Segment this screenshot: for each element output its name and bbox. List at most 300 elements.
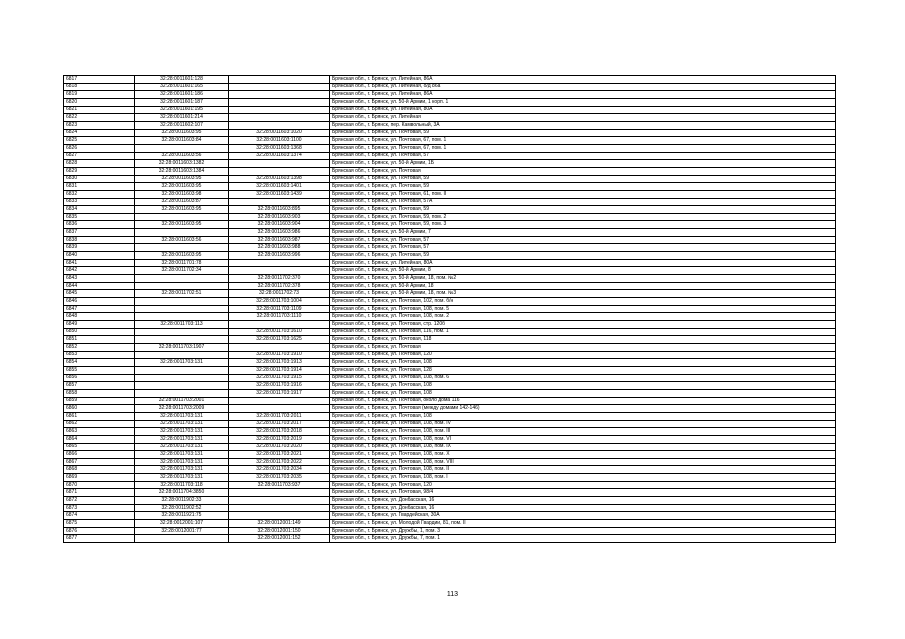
object-cadastral-number-cell: 32:28:0011702:73 bbox=[229, 290, 330, 298]
object-cadastral-number-cell: 32:28:0011703:1109 bbox=[229, 305, 330, 313]
address-cell: Брянская обл., г. Брянск, ул. Почтовая, 116, пом. 1 bbox=[330, 328, 836, 336]
object-cadastral-number-cell bbox=[229, 267, 330, 275]
row-number-cell: 6844 bbox=[64, 282, 135, 290]
register-table bbox=[63, 75, 836, 543]
land-cadastral-number-cell: 32:28:0011703:131 bbox=[135, 412, 229, 420]
land-cadastral-number-cell bbox=[135, 374, 229, 382]
land-cadastral-number-cell: 32:28:0011603:98 bbox=[135, 190, 229, 198]
table-row bbox=[64, 229, 836, 237]
object-cadastral-number-cell: 32:28:0011603:987 bbox=[229, 236, 330, 244]
row-number-cell: 6873 bbox=[64, 504, 135, 512]
address-cell: Брянская обл., г. Брянск, ул. Почтовая, 102, пом. б/н bbox=[330, 298, 836, 306]
land-cadastral-number-cell: 32:28:0011703:131 bbox=[135, 428, 229, 436]
address-cell: Брянская обл., г. Брянск, ул. Почтовая, 108, пом. VI bbox=[330, 435, 836, 443]
land-cadastral-number-cell bbox=[135, 144, 229, 152]
table-row bbox=[64, 321, 836, 329]
address-cell: Брянская обл., г. Брянск, ул. Почтовая, 108 bbox=[330, 412, 836, 420]
land-cadastral-number-cell: 32:28:0011921:75 bbox=[135, 512, 229, 520]
object-cadastral-number-cell: 32:28:0012001:149 bbox=[229, 520, 330, 528]
address-cell: Брянская обл., г. Брянск, ул. Почтовая, 59, пом. 2 bbox=[330, 213, 836, 221]
table-row bbox=[64, 76, 836, 84]
row-number-cell: 6877 bbox=[64, 535, 135, 543]
table-row bbox=[64, 481, 836, 489]
object-cadastral-number-cell bbox=[229, 497, 330, 505]
table-row bbox=[64, 474, 836, 482]
land-cadastral-number-cell: 32:28:0011902:52 bbox=[135, 504, 229, 512]
land-cadastral-number-cell: 32:28:0011601:187 bbox=[135, 98, 229, 106]
table-row bbox=[64, 497, 836, 505]
address-cell: Брянская обл., г. Брянск, ул. Почтовая, 108, пом. I bbox=[330, 474, 836, 482]
table-row bbox=[64, 175, 836, 183]
object-cadastral-number-cell: 32:28:0011703:2020 bbox=[229, 443, 330, 451]
land-cadastral-number-cell: 32:28:0011601:165 bbox=[135, 83, 229, 91]
object-cadastral-number-cell: 32:28:0011603:1368 bbox=[229, 144, 330, 152]
row-number-cell: 6876 bbox=[64, 527, 135, 535]
row-number-cell: 6872 bbox=[64, 497, 135, 505]
land-cadastral-number-cell: 32:28:0011603:95 bbox=[135, 221, 229, 229]
object-cadastral-number-cell bbox=[229, 91, 330, 99]
land-cadastral-number-cell: 32:28:0011603:56 bbox=[135, 236, 229, 244]
land-cadastral-number-cell: 32:28:0011703:2009 bbox=[135, 405, 229, 413]
object-cadastral-number-cell: 32:28:0011703:1917 bbox=[229, 389, 330, 397]
address-cell: Брянская обл., г. Брянск, ул. 50-й Армии, 18, пом. №3 bbox=[330, 290, 836, 298]
object-cadastral-number-cell bbox=[229, 259, 330, 267]
land-cadastral-number-cell bbox=[135, 328, 229, 336]
register-table-body bbox=[64, 76, 836, 543]
table-row bbox=[64, 520, 836, 528]
row-number-cell: 6818 bbox=[64, 83, 135, 91]
address-cell: Брянская обл., г. Брянск, ул. Литейная, 86А bbox=[330, 76, 836, 84]
row-number-cell: 6831 bbox=[64, 183, 135, 191]
address-cell: Брянская обл., г. Брянск, ул. Почтовая, 67, пом. 1 bbox=[330, 137, 836, 145]
table-row bbox=[64, 489, 836, 497]
land-cadastral-number-cell: 32:28:0011703:131 bbox=[135, 458, 229, 466]
address-cell: Брянская обл., г. Брянск, ул. Литейная, 80А bbox=[330, 106, 836, 114]
object-cadastral-number-cell: 32:28:0011702:370 bbox=[229, 275, 330, 283]
table-row bbox=[64, 466, 836, 474]
object-cadastral-number-cell: 32:28:0011603:996 bbox=[229, 252, 330, 260]
object-cadastral-number-cell bbox=[229, 160, 330, 168]
address-cell: Брянская обл., г. Брянск, ул. Почтовая, 108, пом. 6 bbox=[330, 374, 836, 382]
table-row bbox=[64, 236, 836, 244]
land-cadastral-number-cell: 32:28:0011703:131 bbox=[135, 443, 229, 451]
object-cadastral-number-cell bbox=[229, 321, 330, 329]
table-row bbox=[64, 374, 836, 382]
address-cell: Брянская обл., г. Брянск, пер. Камвольный, 3А bbox=[330, 121, 836, 129]
row-number-cell: 6842 bbox=[64, 267, 135, 275]
address-cell: Брянская обл., г. Брянск, ул. 50-й Армии, 18, пом. №2 bbox=[330, 275, 836, 283]
land-cadastral-number-cell: 32:28:0011703:131 bbox=[135, 435, 229, 443]
object-cadastral-number-cell: 32:28:0011603:903 bbox=[229, 213, 330, 221]
row-number-cell: 6830 bbox=[64, 175, 135, 183]
table-row bbox=[64, 451, 836, 459]
object-cadastral-number-cell bbox=[229, 343, 330, 351]
address-cell: Брянская обл., г. Брянск, ул. Почтовая, 108 bbox=[330, 359, 836, 367]
object-cadastral-number-cell bbox=[229, 76, 330, 84]
land-cadastral-number-cell: 32:28:0011603:95 bbox=[135, 206, 229, 214]
address-cell: Брянская обл., г. Брянск, ул. Почтовая, 59 bbox=[330, 252, 836, 260]
table-row bbox=[64, 305, 836, 313]
row-number-cell: 6850 bbox=[64, 328, 135, 336]
land-cadastral-number-cell: 32:28:0011702:34 bbox=[135, 267, 229, 275]
address-cell: Брянская обл., г. Брянск, ул. Литейная, о/д 86а bbox=[330, 83, 836, 91]
table-row bbox=[64, 91, 836, 99]
table-row bbox=[64, 405, 836, 413]
object-cadastral-number-cell: 32:28:0011703:1915 bbox=[229, 374, 330, 382]
object-cadastral-number-cell bbox=[229, 512, 330, 520]
table-row bbox=[64, 83, 836, 91]
address-cell: Брянская обл., г. Брянск, ул. Почтовая, 67, пом. 1 bbox=[330, 144, 836, 152]
land-cadastral-number-cell bbox=[135, 282, 229, 290]
table-row bbox=[64, 275, 836, 283]
land-cadastral-number-cell: 32:28:0011603:84 bbox=[135, 137, 229, 145]
table-row bbox=[64, 252, 836, 260]
table-row bbox=[64, 527, 836, 535]
address-cell: Брянская обл., г. Брянск, ул. Почтовая bbox=[330, 343, 836, 351]
address-cell: Брянская обл., г. Брянск, ул. Молодой Гвардии, 81, пом. II bbox=[330, 520, 836, 528]
land-cadastral-number-cell: 32:28:0011601:195 bbox=[135, 106, 229, 114]
object-cadastral-number-cell: 32:28:0011603:1401 bbox=[229, 183, 330, 191]
object-cadastral-number-cell bbox=[229, 114, 330, 122]
object-cadastral-number-cell: 32:28:0011603:988 bbox=[229, 244, 330, 252]
object-cadastral-number-cell: 32:28:0012001:150 bbox=[229, 527, 330, 535]
address-cell: Брянская обл., г. Брянск, ул. Почтовая, 108, пом. VIII bbox=[330, 458, 836, 466]
address-cell: Брянская обл., г. Брянск, ул. Почтовая, 57А bbox=[330, 198, 836, 206]
row-number-cell: 6845 bbox=[64, 290, 135, 298]
address-cell: Брянская обл., г. Брянск, ул. Почтовая, 59 bbox=[330, 183, 836, 191]
row-number-cell: 6858 bbox=[64, 389, 135, 397]
object-cadastral-number-cell: 32:28:0011603:895 bbox=[229, 206, 330, 214]
land-cadastral-number-cell: 32:28:0011603:95 bbox=[135, 129, 229, 137]
land-cadastral-number-cell: 32:28:0011603:1384 bbox=[135, 167, 229, 175]
row-number-cell: 6874 bbox=[64, 512, 135, 520]
row-number-cell: 6834 bbox=[64, 206, 135, 214]
table-row bbox=[64, 336, 836, 344]
row-number-cell: 6836 bbox=[64, 221, 135, 229]
object-cadastral-number-cell bbox=[229, 121, 330, 129]
land-cadastral-number-cell bbox=[135, 336, 229, 344]
land-cadastral-number-cell bbox=[135, 389, 229, 397]
table-row bbox=[64, 183, 836, 191]
row-number-cell: 6862 bbox=[64, 420, 135, 428]
table-row bbox=[64, 114, 836, 122]
table-row bbox=[64, 137, 836, 145]
address-cell: Брянская обл., г. Брянск, ул. 50-й Армии, 1Б bbox=[330, 160, 836, 168]
land-cadastral-number-cell: 32:28:0011603:87 bbox=[135, 198, 229, 206]
table-row bbox=[64, 382, 836, 390]
row-number-cell: 6869 bbox=[64, 474, 135, 482]
table-row bbox=[64, 298, 836, 306]
address-cell: Брянская обл., г. Брянск, ул. Литейная bbox=[330, 114, 836, 122]
object-cadastral-number-cell: 32:28:0011703:2011 bbox=[229, 412, 330, 420]
address-cell: Брянская обл., г. Брянск, ул. Почтовая, 108, пом. IV bbox=[330, 420, 836, 428]
row-number-cell: 6833 bbox=[64, 198, 135, 206]
table-row bbox=[64, 206, 836, 214]
address-cell: Брянская обл., г. Брянск, ул. Почтовая, 108, пом. 5 bbox=[330, 305, 836, 313]
land-cadastral-number-cell: 32:28:0011603:95 bbox=[135, 252, 229, 260]
row-number-cell: 6827 bbox=[64, 152, 135, 160]
address-cell: Брянская обл., г. Брянск, ул. Почтовая, около дома 116 bbox=[330, 397, 836, 405]
row-number-cell: 6826 bbox=[64, 144, 135, 152]
object-cadastral-number-cell: 32:28:0011703:1913 bbox=[229, 359, 330, 367]
object-cadastral-number-cell: 32:28:0011702:378 bbox=[229, 282, 330, 290]
row-number-cell: 6828 bbox=[64, 160, 135, 168]
table-row bbox=[64, 428, 836, 436]
table-row bbox=[64, 144, 836, 152]
object-cadastral-number-cell bbox=[229, 489, 330, 497]
row-number-cell: 6835 bbox=[64, 213, 135, 221]
table-row bbox=[64, 397, 836, 405]
object-cadastral-number-cell: 32:28:0011703:1916 bbox=[229, 382, 330, 390]
row-number-cell: 6848 bbox=[64, 313, 135, 321]
row-number-cell: 6846 bbox=[64, 298, 135, 306]
land-cadastral-number-cell: 32:28:0011601:128 bbox=[135, 76, 229, 84]
object-cadastral-number-cell: 32:28:0011703:2018 bbox=[229, 428, 330, 436]
table-row bbox=[64, 129, 836, 137]
row-number-cell: 6853 bbox=[64, 351, 135, 359]
land-cadastral-number-cell: 32:28:0011703:2001 bbox=[135, 397, 229, 405]
land-cadastral-number-cell: 32:28:0011601:186 bbox=[135, 91, 229, 99]
row-number-cell: 6851 bbox=[64, 336, 135, 344]
land-cadastral-number-cell: 32:28:0011603:1382 bbox=[135, 160, 229, 168]
row-number-cell: 6822 bbox=[64, 114, 135, 122]
table-row bbox=[64, 221, 836, 229]
object-cadastral-number-cell: 32:28:0011703:2021 bbox=[229, 451, 330, 459]
row-number-cell: 6856 bbox=[64, 374, 135, 382]
address-cell: Брянская обл., г. Брянск, ул. Почтовая, 59 bbox=[330, 175, 836, 183]
table-row bbox=[64, 160, 836, 168]
row-number-cell: 6849 bbox=[64, 321, 135, 329]
object-cadastral-number-cell: 32:28:0011703:2017 bbox=[229, 420, 330, 428]
address-cell: Брянская обл., г. Брянск, ул. Почтовая (между домами 142-146) bbox=[330, 405, 836, 413]
address-cell: Брянская обл., г. Брянск, ул. Почтовая, 59 bbox=[330, 129, 836, 137]
object-cadastral-number-cell bbox=[229, 106, 330, 114]
address-cell: Брянская обл., г. Брянск, ул. Почтовая, стр. 120б bbox=[330, 321, 836, 329]
land-cadastral-number-cell bbox=[135, 535, 229, 543]
table-row bbox=[64, 458, 836, 466]
land-cadastral-number-cell bbox=[135, 313, 229, 321]
table-row bbox=[64, 106, 836, 114]
land-cadastral-number-cell bbox=[135, 305, 229, 313]
row-number-cell: 6840 bbox=[64, 252, 135, 260]
row-number-cell: 6820 bbox=[64, 98, 135, 106]
table-row bbox=[64, 121, 836, 129]
row-number-cell: 6837 bbox=[64, 229, 135, 237]
address-cell: Брянская обл., г. Брянск, ул. Почтовая, 108 bbox=[330, 382, 836, 390]
row-number-cell: 6838 bbox=[64, 236, 135, 244]
row-number-cell: 6857 bbox=[64, 382, 135, 390]
address-cell: Брянская обл., г. Брянск, ул. Гвардейская, 30А bbox=[330, 512, 836, 520]
address-cell: Брянская обл., г. Брянск, ул. Почтовая, 108, пом. X bbox=[330, 451, 836, 459]
land-cadastral-number-cell: 32:28:0011703:131 bbox=[135, 474, 229, 482]
object-cadastral-number-cell: 32:28:0011603:904 bbox=[229, 221, 330, 229]
row-number-cell: 6867 bbox=[64, 458, 135, 466]
land-cadastral-number-cell bbox=[135, 298, 229, 306]
object-cadastral-number-cell: 32:28:0011703:1004 bbox=[229, 298, 330, 306]
address-cell: Брянская обл., г. Брянск, ул. Донбасская, 16 bbox=[330, 497, 836, 505]
land-cadastral-number-cell bbox=[135, 244, 229, 252]
object-cadastral-number-cell: 32:28:0011703:1914 bbox=[229, 366, 330, 374]
table-row bbox=[64, 259, 836, 267]
row-number-cell: 6868 bbox=[64, 466, 135, 474]
table-row bbox=[64, 343, 836, 351]
land-cadastral-number-cell: 32:28:0011703:1907 bbox=[135, 343, 229, 351]
address-cell: Брянская обл., г. Брянск, ул. Почтовая, 61, пом. II bbox=[330, 190, 836, 198]
land-cadastral-number-cell: 32:28:0011703:131 bbox=[135, 359, 229, 367]
table-row bbox=[64, 435, 836, 443]
address-cell: Брянская обл., г. Брянск, ул. Почтовая, 118 bbox=[330, 336, 836, 344]
row-number-cell: 6829 bbox=[64, 167, 135, 175]
object-cadastral-number-cell: 32:28:0011703:2034 bbox=[229, 466, 330, 474]
row-number-cell: 6861 bbox=[64, 412, 135, 420]
object-cadastral-number-cell bbox=[229, 98, 330, 106]
object-cadastral-number-cell: 32:28:0011603:1439 bbox=[229, 190, 330, 198]
table-row bbox=[64, 313, 836, 321]
address-cell: Брянская обл., г. Брянск, ул. Почтовая, 59, пом. 3 bbox=[330, 221, 836, 229]
address-cell: Брянская обл., г. Брянск, ул. Почтовая, 98/4 bbox=[330, 489, 836, 497]
table-row bbox=[64, 190, 836, 198]
land-cadastral-number-cell: 32:28:0011601:214 bbox=[135, 114, 229, 122]
land-cadastral-number-cell bbox=[135, 351, 229, 359]
object-cadastral-number-cell: 32:28:0011703:1110 bbox=[229, 313, 330, 321]
table-row bbox=[64, 328, 836, 336]
land-cadastral-number-cell: 32:28:0012001:77 bbox=[135, 527, 229, 535]
address-cell: Брянская обл., г. Брянск, ул. Литейная, 86А bbox=[330, 91, 836, 99]
object-cadastral-number-cell: 32:28:0011703:2019 bbox=[229, 435, 330, 443]
land-cadastral-number-cell: 32:28:0011703:131 bbox=[135, 451, 229, 459]
row-number-cell: 6871 bbox=[64, 489, 135, 497]
land-cadastral-number-cell: 32:28:0011703:131 bbox=[135, 466, 229, 474]
table-row bbox=[64, 351, 836, 359]
object-cadastral-number-cell bbox=[229, 83, 330, 91]
address-cell: Брянская обл., г. Брянск, ул. Дружбы, 7, пом. 1 bbox=[330, 535, 836, 543]
object-cadastral-number-cell: 32:28:0011603:1374 bbox=[229, 152, 330, 160]
land-cadastral-number-cell: 32:28:0011602:107 bbox=[135, 121, 229, 129]
land-cadastral-number-cell: 32:28:0012001:107 bbox=[135, 520, 229, 528]
address-cell: Брянская обл., г. Брянск, ул. 50-й Армии, 1 корп. 1 bbox=[330, 98, 836, 106]
object-cadastral-number-cell bbox=[229, 504, 330, 512]
address-cell: Брянская обл., г. Брянск, ул. Почтовая, 57 bbox=[330, 236, 836, 244]
address-cell: Брянская обл., г. Брянск, ул. Почтовая, 108, пом. IX bbox=[330, 443, 836, 451]
land-cadastral-number-cell: 32:28:0011702:51 bbox=[135, 290, 229, 298]
table-row bbox=[64, 198, 836, 206]
table-row bbox=[64, 244, 836, 252]
object-cadastral-number-cell: 32:28:0011703:937 bbox=[229, 481, 330, 489]
land-cadastral-number-cell: 32:28:0011902:33 bbox=[135, 497, 229, 505]
table-row bbox=[64, 412, 836, 420]
object-cadastral-number-cell: 32:28:0011603:1398 bbox=[229, 175, 330, 183]
table-row bbox=[64, 213, 836, 221]
object-cadastral-number-cell: 32:28:0012001:152 bbox=[229, 535, 330, 543]
table-row bbox=[64, 359, 836, 367]
row-number-cell: 6855 bbox=[64, 366, 135, 374]
table-row bbox=[64, 167, 836, 175]
land-cadastral-number-cell: 32:28:0011603:95 bbox=[135, 175, 229, 183]
row-number-cell: 6843 bbox=[64, 275, 135, 283]
address-cell: Брянская обл., г. Брянск, ул. Почтовая, 120 bbox=[330, 351, 836, 359]
address-cell: Брянская обл., г. Брянск, ул. Литейная, 80А bbox=[330, 259, 836, 267]
address-cell: Брянская обл., г. Брянск, ул. 50-й Армии, 18 bbox=[330, 282, 836, 290]
object-cadastral-number-cell: 32:28:0011703:1625 bbox=[229, 336, 330, 344]
land-cadastral-number-cell: 32:28:0011703:131 bbox=[135, 420, 229, 428]
address-cell: Брянская обл., г. Брянск, ул. Почтовая, 108, пом. 2 bbox=[330, 313, 836, 321]
object-cadastral-number-cell: 32:28:0011703:2022 bbox=[229, 458, 330, 466]
address-cell: Брянская обл., г. Брянск, ул. Донбасская, 16 bbox=[330, 504, 836, 512]
land-cadastral-number-cell bbox=[135, 275, 229, 283]
row-number-cell: 6825 bbox=[64, 137, 135, 145]
address-cell: Брянская обл., г. Брянск, ул. Почтовая bbox=[330, 167, 836, 175]
land-cadastral-number-cell: 32:28:0011703:118 bbox=[135, 481, 229, 489]
object-cadastral-number-cell: 32:28:0011703:2035 bbox=[229, 474, 330, 482]
object-cadastral-number-cell: 32:28:0011703:1610 bbox=[229, 328, 330, 336]
row-number-cell: 6860 bbox=[64, 405, 135, 413]
address-cell: Брянская обл., г. Брянск, ул. 50-й Армии, 7 bbox=[330, 229, 836, 237]
land-cadastral-number-cell: 32:28:0011704:3850 bbox=[135, 489, 229, 497]
row-number-cell: 6841 bbox=[64, 259, 135, 267]
page-number: 113 bbox=[446, 591, 459, 598]
object-cadastral-number-cell: 32:28:0011603:986 bbox=[229, 229, 330, 237]
row-number-cell: 6870 bbox=[64, 481, 135, 489]
row-number-cell: 6819 bbox=[64, 91, 135, 99]
land-cadastral-number-cell: 32:28:0011703:113 bbox=[135, 321, 229, 329]
address-cell: Брянская обл., г. Брянск, ул. Почтовая, 108 bbox=[330, 389, 836, 397]
land-cadastral-number-cell: 32:28:0011603:56 bbox=[135, 152, 229, 160]
table-row bbox=[64, 290, 836, 298]
table-row bbox=[64, 98, 836, 106]
address-cell: Брянская обл., г. Брянск, ул. Почтовая, 108, пом. II bbox=[330, 466, 836, 474]
object-cadastral-number-cell: 32:28:0011703:1910 bbox=[229, 351, 330, 359]
table-row bbox=[64, 504, 836, 512]
row-number-cell: 6821 bbox=[64, 106, 135, 114]
row-number-cell: 6839 bbox=[64, 244, 135, 252]
object-cadastral-number-cell bbox=[229, 397, 330, 405]
land-cadastral-number-cell bbox=[135, 382, 229, 390]
address-cell: Брянская обл., г. Брянск, ул. Почтовая, 57 bbox=[330, 244, 836, 252]
row-number-cell: 6865 bbox=[64, 443, 135, 451]
address-cell: Брянская обл., г. Брянск, ул. 50-й Армии, 8 bbox=[330, 267, 836, 275]
land-cadastral-number-cell bbox=[135, 366, 229, 374]
address-cell: Брянская обл., г. Брянск, ул. Почтовая, 128 bbox=[330, 366, 836, 374]
land-cadastral-number-cell: 32:28:0011701:78 bbox=[135, 259, 229, 267]
row-number-cell: 6875 bbox=[64, 520, 135, 528]
row-number-cell: 6847 bbox=[64, 305, 135, 313]
land-cadastral-number-cell bbox=[135, 229, 229, 237]
row-number-cell: 6824 bbox=[64, 129, 135, 137]
table-row bbox=[64, 443, 836, 451]
table-row bbox=[64, 535, 836, 543]
object-cadastral-number-cell: 32:28:0011603:1020 bbox=[229, 129, 330, 137]
address-cell: Брянская обл., г. Брянск, ул. Почтовая, 108, пом. III bbox=[330, 428, 836, 436]
table-row bbox=[64, 420, 836, 428]
row-number-cell: 6863 bbox=[64, 428, 135, 436]
row-number-cell: 6854 bbox=[64, 359, 135, 367]
row-number-cell: 6866 bbox=[64, 451, 135, 459]
address-cell: Брянская обл., г. Брянск, ул. Почтовая, 120 bbox=[330, 481, 836, 489]
address-cell: Брянская обл., г. Брянск, ул. Почтовая, 59 bbox=[330, 206, 836, 214]
object-cadastral-number-cell bbox=[229, 167, 330, 175]
row-number-cell: 6823 bbox=[64, 121, 135, 129]
row-number-cell: 6832 bbox=[64, 190, 135, 198]
table-row bbox=[64, 282, 836, 290]
row-number-cell: 6852 bbox=[64, 343, 135, 351]
row-number-cell: 6859 bbox=[64, 397, 135, 405]
table-row bbox=[64, 366, 836, 374]
land-cadastral-number-cell: 32:28:0011603:95 bbox=[135, 183, 229, 191]
table-row bbox=[64, 152, 836, 160]
object-cadastral-number-cell: 32:28:0011603:1100 bbox=[229, 137, 330, 145]
table-row bbox=[64, 389, 836, 397]
land-cadastral-number-cell bbox=[135, 213, 229, 221]
